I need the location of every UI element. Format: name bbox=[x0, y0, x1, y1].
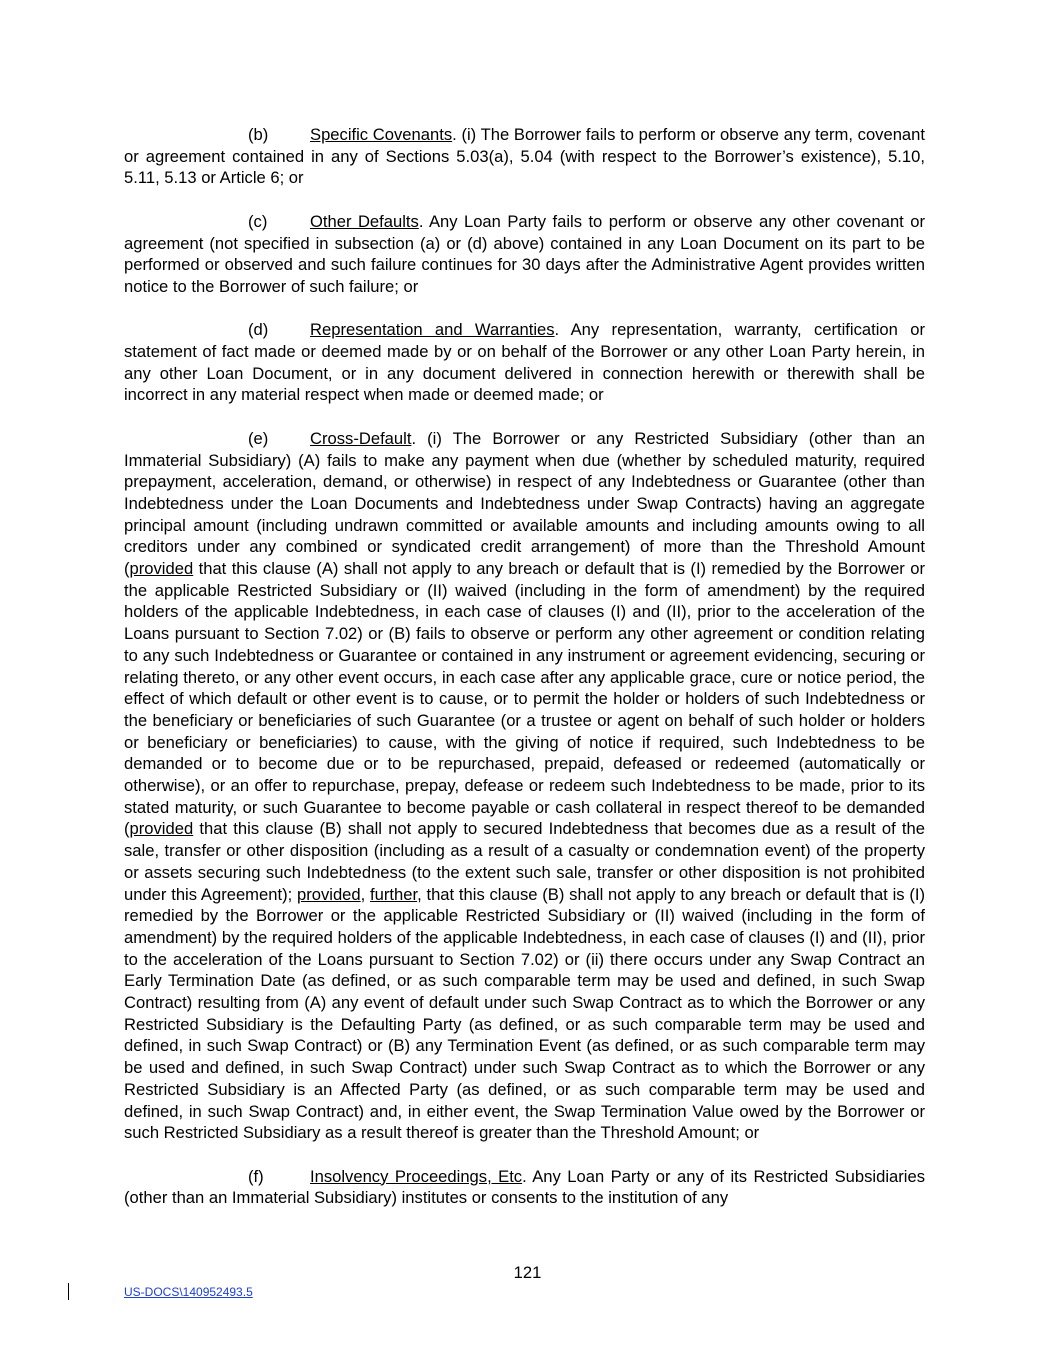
section-c-text: . Any Loan Party fails to perform or observe any other covenant or agreement (not specified in subsection (a) or (d) above) contained in any Loan Document on its part to be performed or observed and such failure continues for 30 days after the Administrative Agent provides written notice to the Borrower of such failure; or bbox=[124, 211, 925, 296]
section-b-paragraph bbox=[124, 124, 925, 189]
section-c-paragraph bbox=[124, 211, 925, 298]
section-f-marker: (f) bbox=[248, 1166, 264, 1186]
revision-bar bbox=[68, 1283, 69, 1300]
section-e-separator: , bbox=[360, 884, 371, 904]
section-e-paragraph bbox=[124, 428, 925, 1144]
further-term: further bbox=[370, 884, 418, 904]
provided-term-1: provided bbox=[129, 559, 194, 579]
section-c-marker: (c) bbox=[248, 211, 268, 231]
provided-term-3: provided bbox=[296, 884, 361, 904]
section-d-text: . Any representation, warranty, certification or statement of fact made or deemed made by or on behalf of the Borrower or any other Loan Party herein, in any other Loan Document, or in any document delivered in connection herewith or therewith shall be incorrect in any material respect when made or deemed made; or bbox=[124, 320, 925, 405]
section-b-marker: (b) bbox=[248, 125, 269, 144]
section-f-heading: Insolvency Proceedings, Etc bbox=[310, 1166, 523, 1186]
section-b-text: . (i) The Borrower fails to perform or observe any term, covenant or agreement contained in any of Sections 5.03(a), 5.04 (with respect to the Borrower’s existence), 5.10, 5.11, 5.13 or Article 6; or bbox=[124, 125, 925, 188]
section-e-heading: Cross-Default bbox=[310, 428, 412, 448]
document-body bbox=[124, 124, 925, 1231]
section-b-heading: Specific Covenants bbox=[310, 125, 453, 144]
section-d-paragraph bbox=[124, 319, 925, 406]
section-e-text-4: , that this clause (B) shall not apply to any breach or default that is (I) remedied by the Borrower or the applicable Restricted Subsidiary or (II) waived (including in the form of amendment) by the required holders of the applicable Indebtedness, in each case of clauses (I) and (II), prior to the acceleration of the Loans pursuant to Section 7.02) or (ii) there occurs under any Swap Contract an Early Termination Date (as defined, or as such comparable term may be used and defined, in such Swap Contract) resulting from (A) any event of default under such Swap Contract as to which the Borrower or any Restricted Subsidiary is the Defaulting Party (as defined, or as such comparable term may be used and defined, in such Swap Contract) or (B) any Termination Event (as defined, or as such comparable term may be used and defined, in such Swap Contract) under such Swap Contract as to which the Borrower or any Restricted Subsidiary is an Affected Party (as defined, or as such comparable term may be used and defined, in such Swap Contract) and, in either event, the Swap Termination Value owed by the Borrower or such Restricted Subsidiary as a result thereof is greater than the Threshold Amount; or bbox=[124, 884, 925, 1143]
section-d-heading: Representation and Warranties bbox=[310, 320, 555, 340]
section-e-text-2: that this clause (A) shall not apply to any breach or default that is (I) remedied by the Borrower or the applicable Restricted Subsidiary or (II) waived (including in the form of amendment) by the required holders of the applicable Indebtedness, in each case of clauses (I) and (II), prior to the acceleration of the Loans pursuant to Section 7.02) or (B) fails to observe or perform any other agreement or condition relating to any such Indebtedness or Guarantee or contained in any instrument or agreement evidencing, securing or relating thereto, or any other event occurs, in each case after any applicable grace, cure or notice period, the effect of which default or other event is to cause, or to permit the holder or holders of such Indebtedness or the beneficiary or beneficiaries of such Guarantee (or a trustee or agent on behalf of such holder or holders or beneficiary or beneficiaries) to cause, with the giving of notice if required, such Indebtedness to be demanded or to become due or to be repurchased, prepaid, defeased or redeemed (automatically or otherwise), or an offer to repurchase, prepay, defease or redeem such Indebtedness to be made, prior to its stated maturity, or such Guarantee to become payable or cash collateral in respect thereof to be demanded ( bbox=[124, 559, 925, 839]
section-c-heading: Other Defaults bbox=[310, 211, 419, 231]
section-e-text-3: that this clause (B) shall not apply to secured Indebtedness that becomes due as a result of the sale, transfer or other disposition (including as a result of a casualty or condemnation event) of the property or assets securing such Indebtedness (to the extent such sale, transfer or other disposition is not prohibited under this Agreement); bbox=[124, 819, 925, 904]
section-e-marker: (e) bbox=[248, 428, 269, 448]
section-f-paragraph bbox=[124, 1166, 925, 1209]
section-d-marker: (d) bbox=[248, 320, 269, 340]
provided-term-2: provided bbox=[129, 819, 194, 839]
section-f-text: . Any Loan Party or any of its Restricted Subsidiaries (other than an Immaterial Subsidiary) institutes or consents to the institution of any bbox=[124, 1166, 926, 1208]
section-e-text-1: . (i) The Borrower or any Restricted Subsidiary (other than an Immaterial Subsidiary) (A) fails to make any payment when due (whether by scheduled maturity, required prepayment, acceleration, demand, or otherwise) in respect of any Indebtedness or Guarantee (other than Indebtedness under the Loan Documents and Indebtedness under Swap Contracts) having an aggregate principal amount (including undrawn committed or available amounts and including amounts owing to all creditors under any combined or syndicated credit arrangement) of more than the Threshold Amount ( bbox=[124, 428, 925, 579]
document-id-link[interactable]: US-DOCS\140952493.5 bbox=[124, 1285, 253, 1299]
page-number: 121 bbox=[513, 1263, 542, 1282]
